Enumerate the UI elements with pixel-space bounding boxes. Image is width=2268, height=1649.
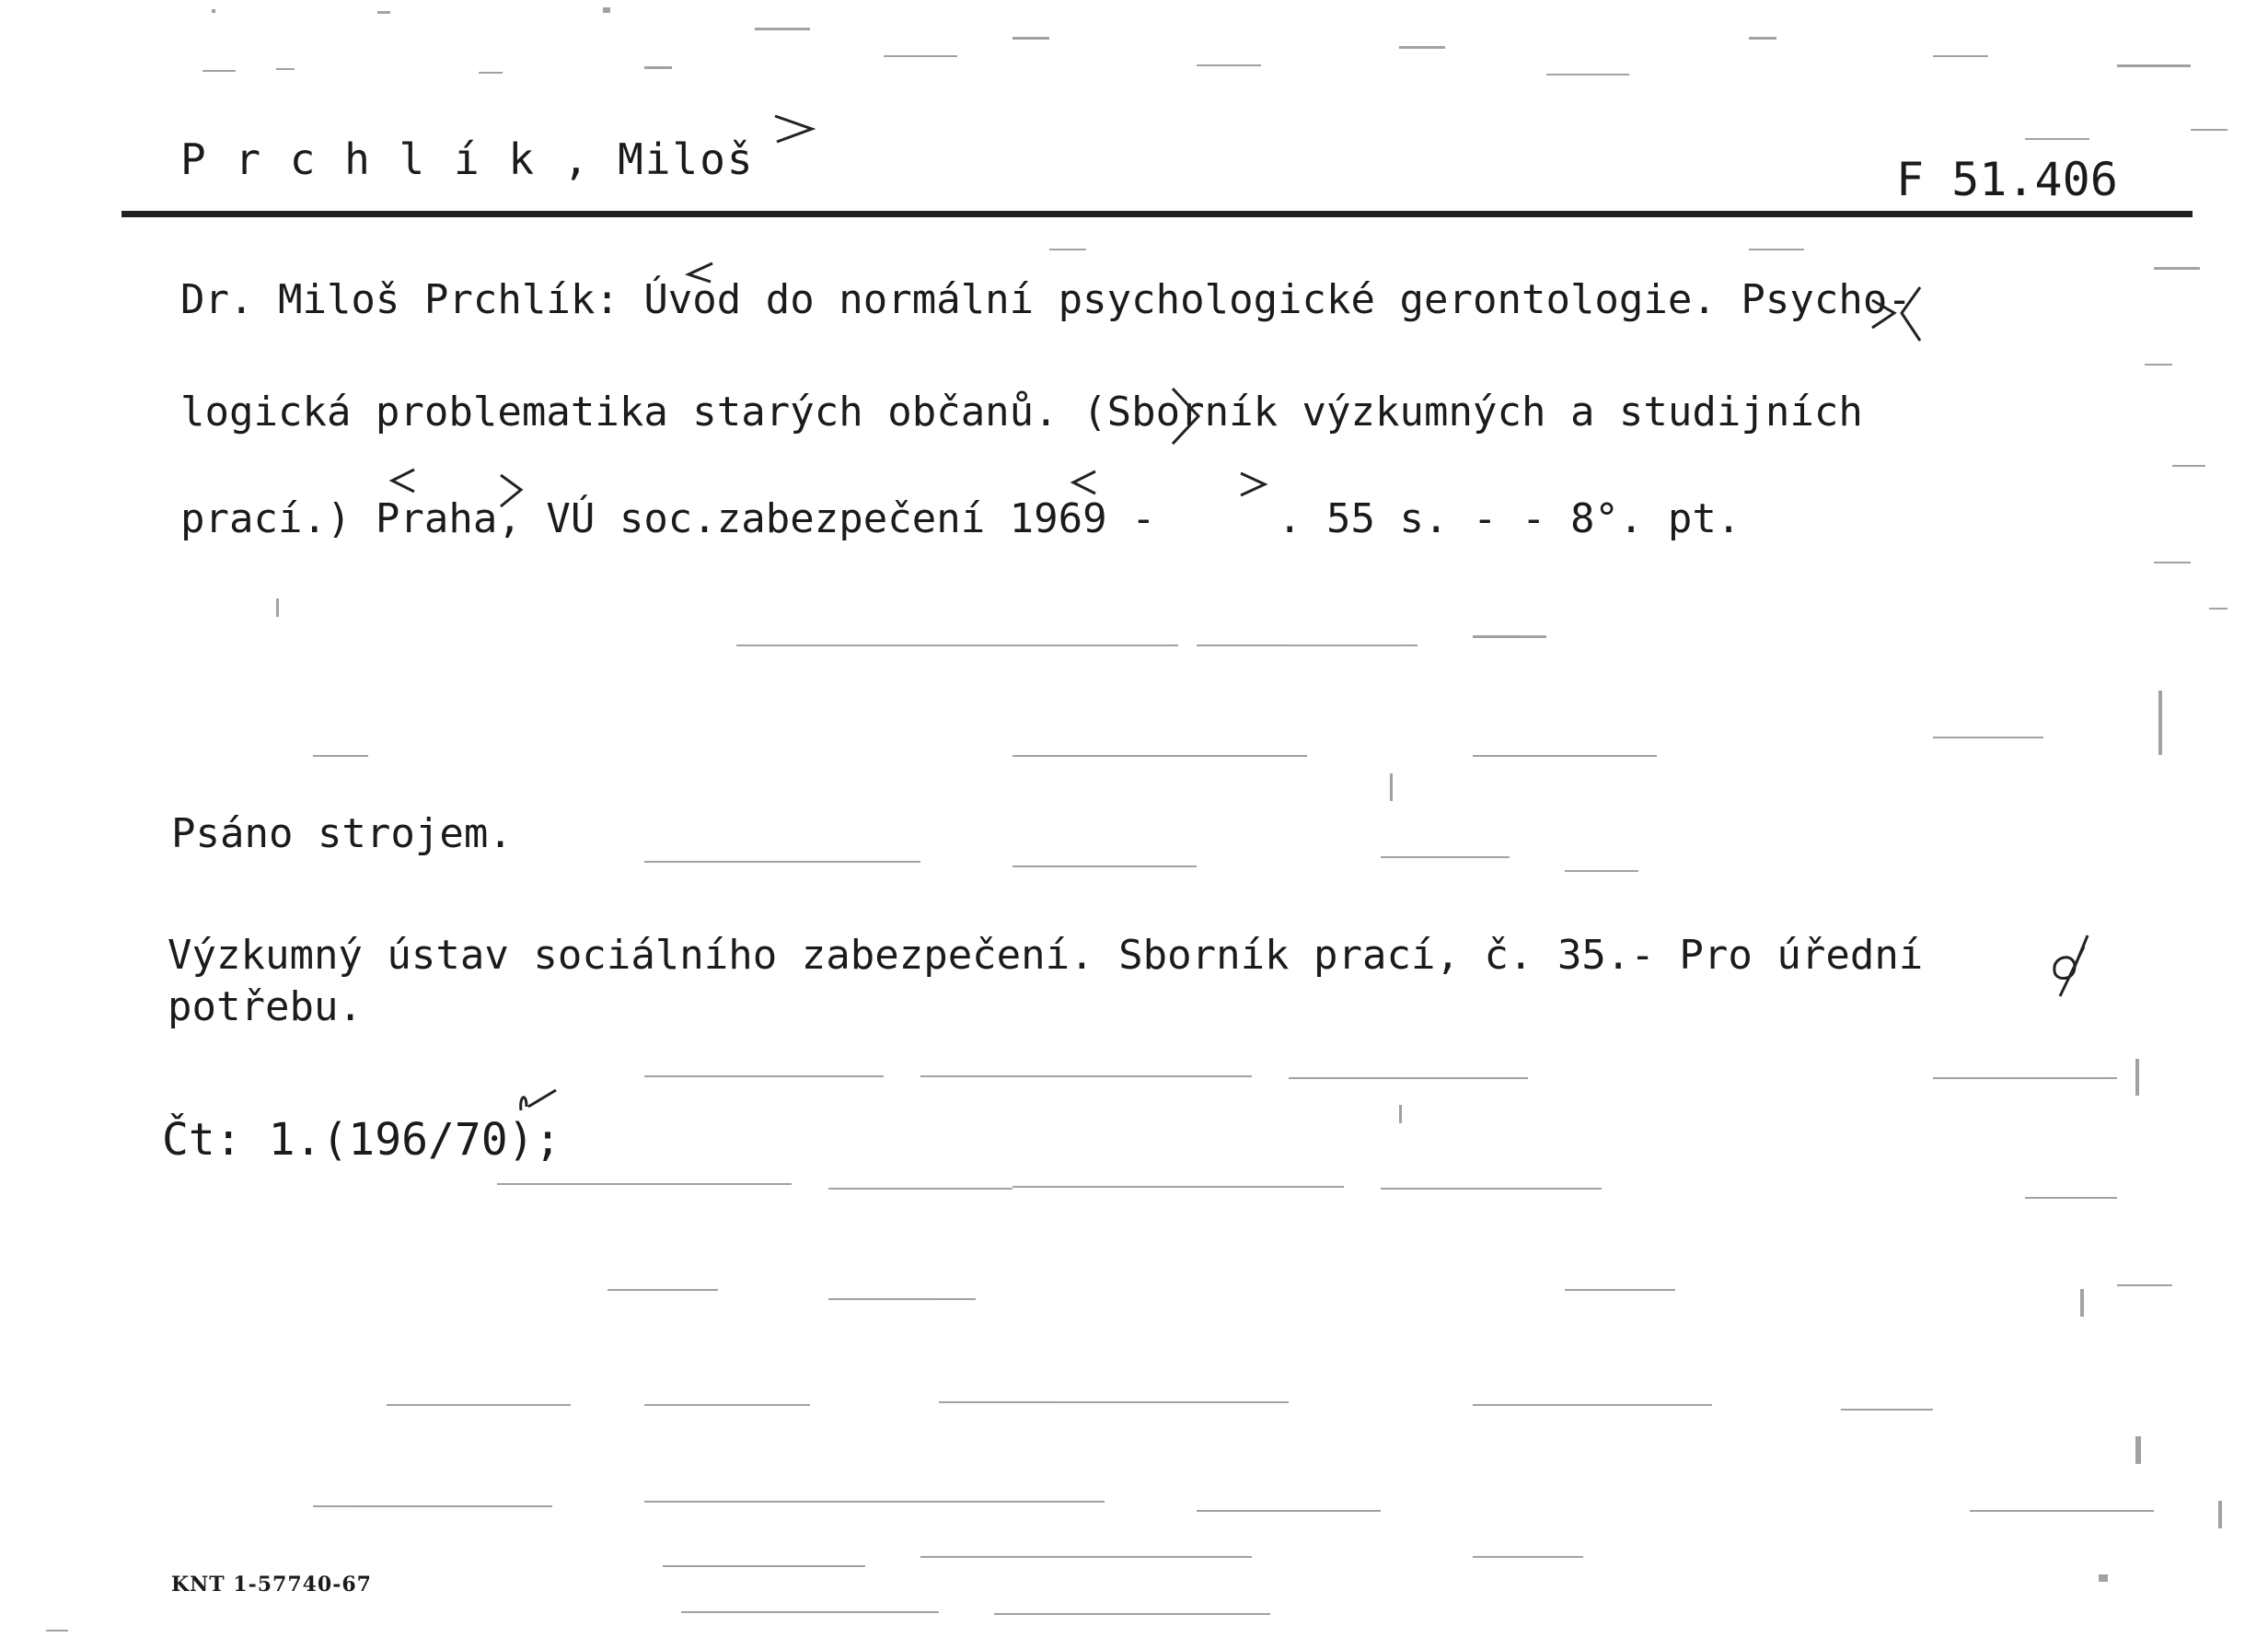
handwritten-angle-mark — [771, 110, 817, 147]
handwritten-close-mark — [497, 470, 530, 516]
author-heading: P r c h l í k , Miloš — [180, 134, 755, 184]
description-line-2: logická problematika starých občanů. (Sborník výzkumných a studijních — [180, 389, 1863, 435]
handwritten-close-bracket-mark — [1167, 383, 1204, 447]
shelfmark: F 51.406 — [1896, 153, 2118, 206]
institution-line-2: potřebu. — [168, 983, 363, 1030]
description-line-1: Dr. Miloš Prchlík: Úvod do normální psychologické gerontologie. Psycho- — [180, 276, 1912, 323]
typescript-note: Psáno strojem. — [171, 810, 513, 857]
handwritten-tick-mark — [515, 1083, 561, 1120]
handwritten-correction-mark — [2043, 930, 2099, 1004]
handwritten-open-mark — [387, 464, 420, 501]
description-line-3: prací.) Praha, VÚ soc.zabezpečení 1969 - . 55 s. - - 8°. pt. — [180, 495, 1742, 542]
handwritten-open-mark-2 — [1068, 466, 1101, 503]
handwritten-split-mark — [1869, 282, 1924, 346]
card-print-code: KNT 1-57740-67 — [171, 1573, 372, 1597]
handwritten-close-mark-2 — [1237, 468, 1270, 505]
institution-line-1: Výzkumný ústav sociálního zabezpečení. Sborník prací, č. 35.- Pro úřední — [168, 932, 1924, 979]
heading-rule — [122, 211, 2193, 217]
circulation-record: Čt: 1.(196/70); — [162, 1114, 561, 1166]
handwritten-open-bracket-mark — [681, 258, 718, 295]
